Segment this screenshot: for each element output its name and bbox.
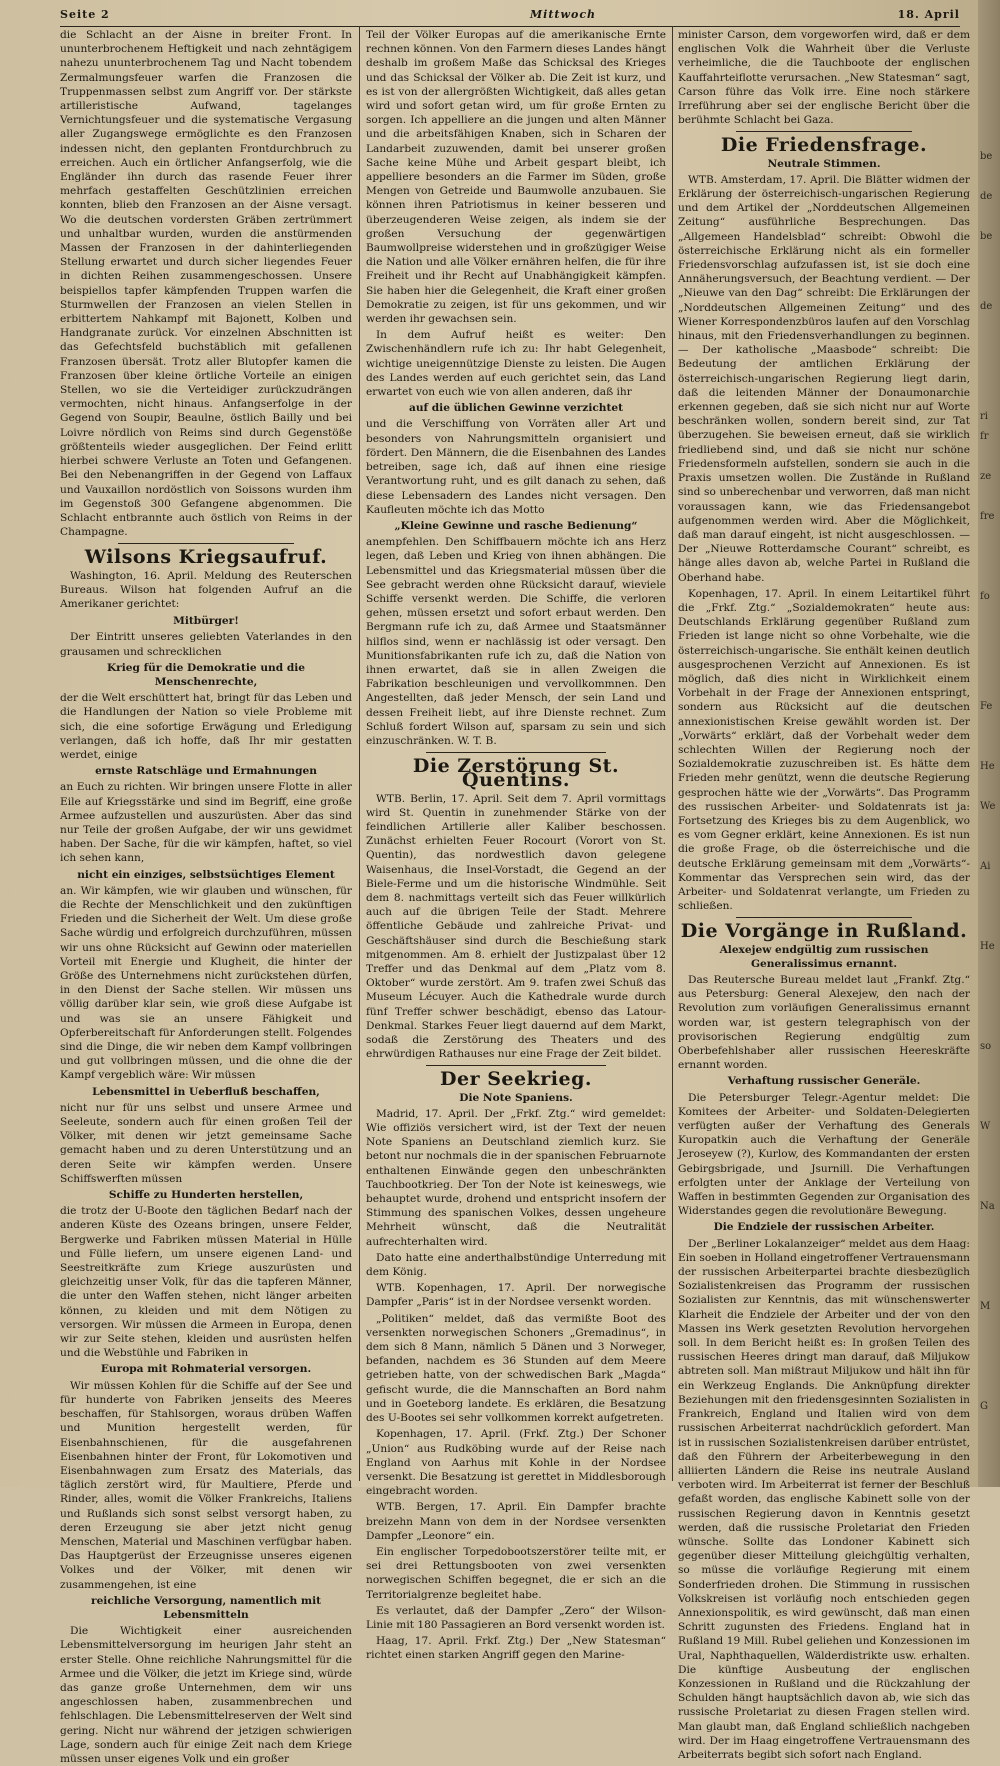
edge-fragment: ze bbox=[980, 471, 992, 482]
edge-fragment: be bbox=[980, 151, 993, 162]
divider bbox=[736, 917, 911, 918]
subheading: nicht ein einziges, selbstsüchtiges Element bbox=[77, 868, 335, 881]
article-paragraph: minister Carson, dem vorgeworfen wird, daß er dem englischen Volk die Wahrheit über die Verluste verheimliche, die die Tauchboote der englischen Kauffahrteiflotte verursachen. „New Statesman“ sagt, Carson führe das Volk irre. Eine noch stärkere Irreführung aber sei der englische Bericht über die berühmte Schlacht bei Gaza. bbox=[678, 29, 970, 127]
subheading: Die Note Spaniens. bbox=[459, 1091, 573, 1104]
article-paragraph: WTB. Bergen, 17. April. Ein Dampfer brachte breizehn Mann von dem in der Nordsee versenkten Dampfer „Leonore“ ein. bbox=[366, 1501, 666, 1542]
column-rule bbox=[359, 26, 360, 1481]
subheading: Europa mit Rohmaterial versorgen. bbox=[100, 1363, 312, 1376]
subheading: Schiffe zu Hunderten herstellen, bbox=[108, 1189, 304, 1202]
subheading: auf die üblichen Gewinne verzichtet bbox=[408, 402, 624, 415]
edge-fragment: Ai bbox=[980, 861, 991, 872]
article-paragraph: Es verlautet, daß der Dampfer „Zero“ der Wilson-Linie mit 180 Passagieren an Bord versenkt worden ist. bbox=[366, 1604, 666, 1631]
column-3 bbox=[678, 28, 970, 1761]
subheading: Lebensmittel in Ueberfluß beschaffen, bbox=[92, 1085, 320, 1098]
article-paragraph: Kopenhagen, 17. April. In einem Leitartikel führt die „Frkf. Ztg.“ „Sozialdemokraten“ heute aus: Deutschlands Erklärung gegenüber Rußland zum Frieden ist lange nicht so ohne Vorbehalte, wie die österreichisch-ungarische. Sie enthält keinen deutlich ausgesprochenen Verzicht auf Annexionen. Es ist möglich, daß dies nicht in Wirklichkeit einem Vorbehalt in der Frage der Annexionen entspringt, sondern aus Rücksicht auf die deutschen annexionistischen Kreise gewählt worden ist. Der „Vorwärts“ erklärt, daß der Vorbehalt weder dem schlechten Willen der Regierung noch der Sozialdemokratie zuzuschreiben ist. Es hätte dem Frieden mehr genützt, wenn die deutsche Regierung gesprochen hätte wie der „Vorwärts“. Das Programm des russischen Arbeiter- und Soldatenrats ist ja: Fortsetzung des Krieges bis zu dem Augenblick, wo es vom Gegner erklärt, keine Annexionen. Es ist nun die große Frage, ob die österreichische und die deutsche Erklärung gemeinsam mit dem „Vorwärts“-Kommentar das Versprechen sein wird, das der Arbeiter- und Soldatenrat verlangte, um Frieden zu schließen. bbox=[678, 587, 970, 913]
article-paragraph: Kopenhagen, 17. April. (Frkf. Ztg.) Der Schoner „Union“ aus Rudköbing wurde auf der Reise nach England von Aarhus mit Kohle in der Nordsee versenkt. Die Besatzung ist gerettet in Middlesborough eingebracht worden. bbox=[366, 1428, 666, 1498]
divider bbox=[736, 131, 911, 132]
article-paragraph: anempfehlen. Den Schiffbauern möchte ich ans Herz legen, daß Leben und Krieg von ihnen abhängen. Die Lebensmittel und das Kriegsmaterial müssen über die See gebracht werden ohne Rücksicht darauf, wieviele Schiffe versenkt werden. Die Schiffe, die verloren gehen, müssen ersetzt und sofort erbaut werden. Den Bergmann rufe ich zu, daß Armee und Staatsmänner hilflos sind, wenn er nachlässig ist oder versagt. Den Munitionsfabrikanten rufe ich zu, daß die Nation von ihnen erwartet, daß sie in allen Zweigen die Fabrikation beschleunigen und vervollkommnen. Den Angestellten, daß jeder Mensch, der sein Land und dessen Freiheit liebt, auf ihre Dienste rechnet. Zum Schluß fordert Wilson auf, sparsam zu sein und sich einzuschränken. W. T. B. bbox=[366, 536, 666, 747]
weekday: Mittwoch bbox=[530, 8, 597, 21]
column-rule bbox=[672, 26, 673, 1481]
edge-fragment: so bbox=[980, 1041, 992, 1052]
article-paragraph: und die Verschiffung von Vorräten aller Art und besonders von Nahrungsmitteln organisiert und fördert. Den Männern, die die Eisenbahnen des Landes betreiben, sage ich, daß auf ihnen eine riesige Verantwortung ruht, und es gilt danach zu sehen, daß diese Lebensadern des Landes nicht versagen. Den Kaufleuten möchte ich das Motto bbox=[366, 418, 666, 516]
edge-fragment: fr bbox=[980, 431, 989, 442]
article-paragraph: Dato hatte eine anderthalbstündige Unterredung mit dem König. bbox=[366, 1251, 666, 1279]
divider bbox=[426, 1065, 606, 1066]
edge-fragment: de bbox=[980, 191, 993, 202]
subheading: „Kleine Gewinne und rasche Bedienung“ bbox=[394, 519, 638, 532]
article-paragraph: WTB. Amsterdam, 17. April. Die Blätter widmen der Erklärung der österreichisch-ungarischen Regierung und dem Artikel der „Norddeutschen Allgemeinen Zeitung“ ausführliche Besprechungen. Das „Allgemeen Handelsblad“ schreibt: Obwohl die österreichische Erklärung nicht als ein formeller Friedensvorschlag aufzufassen ist, ist sie doch eine Annäherungsversuch, der Beachtung verdient. — Der „Nieuwe van den Dag“ schreibt: Die Erklärungen der „Norddeutschen Allgemeinen Zeitung“ und des Wiener Korrespondenzbüros laufen auf den Vorschlag hinaus, mit den Friedensverhandlungen zu beginnen. — Der katholische „Maasbode“ schreibt: Die Bedeutung der amtlichen Erklärung der österreichisch-ungarischen Regierung liegt darin, daß die leitenden Männer der Donaumonarchie erkennen gegeben, daß sie sich nicht nur auf Worte beschränken wollen, sondern bereit sind, zur Tat überzugehen. Sie beweisen erneut, daß sie wirklich friedliebend sind, und daß sie nicht nur schöne Friedensformeln aufstellen, sondern sie auch in die Praxis umsetzen wollen. Die Zustände in Rußland sind so unberechenbar und verworren, daß man nicht voraussagen kann, wie das Friedensangebot aufgenommen werden wird. Aber die Möglichkeit, daß man darauf eingeht, ist nicht ausgeschlossen. — Der „Nieuwe Rotterdamsche Courant“ schreibt, es hänge alles davon ab, welche Partei in Rußland die Oberhand habe. bbox=[678, 173, 970, 584]
edge-fragment: G bbox=[980, 1401, 988, 1412]
divider bbox=[118, 543, 293, 544]
edge-fragment: M bbox=[980, 1301, 991, 1312]
page-number: Seite 2 bbox=[60, 8, 110, 21]
divider bbox=[426, 752, 606, 753]
article-paragraph: Wir müssen Kohlen für die Schiffe auf der See und für hunderte von Fabriken jenseits des Meeres beschaffen, für Stahlsorgen, woraus drüben Waffen und Munition hergestellt werden, für Eisenbahnschienen, für die ausgefahrenen Eisenbahnen hinter der Front, für Lokomotiven und Eisenbahnwagen zum Ersatz des Materials, das täglich zerstört wird, für Maultiere, Pferde und Rinder, alles, womit die Völker Frankreichs, Italiens und Rußlands sich sonst selbst versorgt haben, zu deren Erzeugung sie aber jetzt nicht genug Menschen, Material und Maschinen verfügbar haben. Das Hauptgerüst der Erzeugnisse unseres eigenen Volkes und der Völker, mit denen wir zusammengehen, ist eine bbox=[60, 1379, 352, 1591]
article-paragraph: In dem Aufruf heißt es weiter: Den Zwischenhändlern rufe ich zu: Ihr habt Gelegenheit, wichtige uneigennützige Dienste zu leisten. Die Augen des Landes werden auf euch gerichtet sein, das Land erwartet von euch wie von allen anderen, daß ihr bbox=[366, 329, 666, 399]
article-paragraph: die trotz der U-Boote den täglichen Bedarf nach der anderen Küste des Ozeans bringen, unsere Felder, Bergwerke und Fabriken müssen Material in Hülle und Fülle liefern, um unsere eigenen Land- und Seestreitkräfte zum Kriege auszurüsten und gleichzeitig unser Volk, für das die tapferen Männer, die unter den Waffen stehen, nicht länger arbeiten können, zu kleiden und mit dem Nötigen zu versorgen. Wir müssen die Armeen in Europa, denen wir zur Seite stehen, kleiden und ausrüsten helfen und die Webstühle und Fabriken in bbox=[60, 1205, 352, 1360]
edge-fragment: de bbox=[980, 301, 993, 312]
article-paragraph: an. Wir kämpfen, wie wir glauben und wünschen, für die Rechte der Menschlichkeit und den zukünftigen Frieden und die Sicherheit der Welt. Um diese große Sache würdig und erfolgreich durchzuführen, müssen wir uns ohne Rücksicht auf Gewinn oder materiellen Vorteil mit Energie und Klugheit, die hinter der Größe des Unternehmens nicht zurückstehen dürfen, in den Dienst der Sache stellen. Wir müssen uns völlig darüber klar sein, wie groß diese Aufgabe ist und was sie an unsere Fähigkeit und Opferbereitschaft für Anforderungen stellt. Folgendes sind die Dinge, die wir neben dem Kampf vollbringen und gut vollbringen müssen, und die ohne die der Kampf vergeblich wäre: Wir müssen bbox=[60, 884, 352, 1082]
edge-fragment: be bbox=[980, 231, 993, 242]
article-paragraph: WTB. Kopenhagen, 17. April. Der norwegische Dampfer „Paris“ ist in der Nordsee versenkt worden. bbox=[366, 1282, 666, 1309]
issue-date: 18. April bbox=[897, 8, 960, 21]
article-paragraph: Ein englischer Torpedobootszerstörer teilte mit, er sei drei Rettungsbooten von zwei versenkten norwegischen Schiffen begegnet, die er sich an die Territorialgrenze begleitet habe. bbox=[366, 1545, 666, 1601]
article-paragraph: Washington, 16. April. Meldung des Reuterschen Bureaus. Wilson hat folgenden Aufruf an die Amerikaner gerichtet: bbox=[60, 569, 352, 610]
edge-fragment: He bbox=[980, 941, 995, 952]
article-paragraph: Der „Berliner Lokalanzeiger“ meldet aus dem Haag: Ein soeben in Holland eingetroffener Vertrauensmann der russischen Arbeiterpartei brachte diesbezüglich Sozialistenkreisen das Programm der russischen Sozialisten zur Kenntnis, das mit wünschenswerter Klarheit die Endziele der Arbeiter und der von den Massen ins Werk gesetzten Revolution hervorgehen soll. In dem Bericht heißt es: In großen Teilen des russischen Heeres dringt man darauf, daß Miljukow abtreten soll. Man mißtraut Miljukow und hält ihn für ein Werkzeug Englands. Die Anknüpfung direkter Beziehungen mit den friedensgesinnten Sozialisten in Frankreich, England und Italien wird von dem russischen Arbeiterrat nachdrücklich gefordert. Man ist in russischen Sozialistenkreisen darüber entrüstet, daß den Führern der Arbeiterbewegung in den alliierten Ländern die Reise ins neutrale Ausland verboten wird. Im Arbeiterrat ist ferner der Beschluß gefaßt worden, das englische Kabinett solle von der russischen Regierung davon in Kenntnis gesetzt werden, daß die russische Proletariat den Frieden wünsche. Sollte das Londoner Kabinett sich gegenüber dieser Mitteilung gleichgültig verhalten, so müsse die vorläufige Regierung mit einem Sonderfrieden drohen. Die Stimmung in russischen Volkskreisen ist vorläufig noch entschieden gegen Annexionspolitik, es wird gewünscht, daß man einen Schritt zugunsten des Friedens. England hat in Rußland 19 Mill. Rubel geliehen und Konzessionen im Ural, Naphthaquellen, Wälderdistrikte usw. erhalten. Die künftige Ausbeutung der englischen Konzessionen in Rußland und die Rückzahlung der Schulden hängt hauptsächlich davon ab, wie sich das russische Proletariat zu diesen Fragen stellen wird. Man glaubt man, daß England schließlich nachgeben wird. Der im Haag eingetroffene Vertrauensmann des Arbeiterrats begibt sich sofort nach England. bbox=[678, 1237, 970, 1761]
column-2 bbox=[366, 28, 666, 1662]
article-paragraph: WTB. Berlin, 17. April. Seit dem 7. April vormittags wird St. Quentin in zunehmender Stärke von der feindlichen Artillerie aller Kaliber beschossen. Zunächst erhielten Feuer Rocourt (Vorort von St. Quentin), das nordwestlich davon gelegene Waisenhaus, die Insel-Vorstadt, die Gegend an der Biele-Ferme und um die historische Windmühle. Seit dem 8. nachmittags verteilt sich das Feuer willkürlich auch auf die übrigen Teile der Stadt. Mehrere öffentliche Gebäude und zahlreiche Privat- und Geschäftshäuser sind durch die Beschießung stark mitgenommen. Am 8. erhielt der Justizpalast über 12 Treffer und das Denkmal auf dem „Platz vom 8. Oktober“ wurde zerstört. Am 9. trafen zwei Schuß das Museum Lécuyer. Auch die Kathedrale wurde durch fünf Treffer schwer beschädigt, ebenso das Latour-Denkmal. Starkes Feuer liegt dauernd auf dem Markt, sodaß die Zerstörung des Theaters und des ehrwürdigen Rathauses nur eine Frage der Zeit bildet. bbox=[366, 792, 666, 1061]
edge-fragment: fo bbox=[980, 591, 990, 602]
subheading: Mitbürger! bbox=[173, 615, 239, 628]
article-title: Wilsons Kriegsaufruf. bbox=[84, 546, 328, 569]
subheading: Alexejew endgültig zum russischen Generalissimus ernannt. bbox=[719, 943, 929, 970]
edge-fragment: We bbox=[980, 801, 996, 812]
edge-fragment: fre bbox=[980, 511, 995, 522]
article-paragraph: Der Eintritt unseres geliebten Vaterlandes in den grausamen und schrecklichen bbox=[60, 631, 352, 658]
article-paragraph: Die Wichtigkeit einer ausreichenden Lebensmittelversorgung im heurigen Jahr steht an erster Stelle. Ohne reichliche Nahrungsmittel für die Armee und die Völker, die jetzt im Kriege sind, würde das ganze große Unternehmen, dem wir uns angeschlossen haben, zusammenbrechen und fehlschlagen. Die Lebensmittelreserven der Welt sind gering. Nicht nur während der jetzigen schwierigen Lage, sondern auch für einige Zeit nach dem Kriege müssen unser eigenes Volk und ein großer bbox=[60, 1625, 352, 1765]
article-paragraph: der die Welt erschüttert hat, bringt für das Leben und die Handlungen der Nation so viele Probleme mit sich, die eine sofortige Erwägung und Erledigung verlangen, daß ich hoffe, daß Ihr mir gestatten werdet, einige bbox=[60, 692, 352, 761]
article-paragraph: Madrid, 17. April. Der „Frkf. Ztg.“ wird gemeldet: Wie offiziös versichert wird, ist der Text der neuen Note Spaniens an Deutschland ziemlich kurz. Sie betont nur nochmals die in der spanischen Februarnote enthaltenen Einwände gegen den unbeschränkten Tauchbootkrieg. Der Ton der Note ist keineswegs, wie behauptet wurde, drohend und entspricht insofern der Stimmung des spanischen Volkes, dessen ungeheure Mehrheit wünscht, daß die Neutralität aufrechterhalten wird. bbox=[366, 1107, 666, 1248]
subheading: Neutrale Stimmen. bbox=[767, 157, 881, 170]
article-paragraph: Das Reutersche Bureau meldet laut „Frankf. Ztg.“ aus Petersburg: General Alexejew, den nach der Revolution zum vorläufigen Generalissimus ernannt worden war, ist gestern telegraphisch von der provisorischen Regierung endgültig zum Oberbefehlshaber aller russischen Heereskräfte ernannt worden. bbox=[678, 974, 970, 1072]
article-title: Die Vorgänge in Rußland. bbox=[680, 920, 968, 943]
page-header bbox=[60, 4, 960, 27]
article-paragraph: die Schlacht an der Aisne in breiter Front. In ununterbrochenem Heftigkeit und nach zehntägigem nahezu ununterbrochenem Tag und Nacht tobendem Zermalmungsfeuer warfen die Franzosen die Truppenmassen selbst zum Angriff vor. Der stärkste artilleristische Aufwand, tagelanges Vernichtungsfeuer und die systematische Vergasung aller Zugangswege ermöglichte es den Franzosen indessen nicht, den geplanten Frontdurchbruch zu erreichen. Auch ein örtlicher Anfangserfolg, wie die Engländer ihn durch das rasende Feuer ihrer mehrfach gestaffelten Geschützlinien erreichen konnten, blieb den Franzosen an der Aisne versagt. Wo die deutschen vordersten Gräben zertrümmert und unhaltbar wurden, wurden die anstürmenden Massen der Franzosen in der dahinterliegenden Stellung erwartet und durch sicher liegendes Feuer in dichten Reihen zusammengeschossen. Unsere beispiellos tapfer kämpfenden Truppen warfen die Sturmwellen der Franzosen an vielen Stellen in erbittertem Nahkampf mit Bajonett, Kolben und Handgranate zurück. Vor einzelnen Abschnitten ist das Gefechtsfeld buchstäblich mit gefallenen Franzosen übersät. Trotz aller Blutopfer kamen die Franzosen über kleine örtliche Vorteile an einigen Stellen, wo sie die Verteidiger zurückzudrängen vermochten, nicht hinaus. Anfangserfolge in der Gegend von Soupir, Beaulne, östlich Bailly und bei Loivre nördlich von Reims sind durch Gegenstöße größtenteils wieder ausgeglichen. Der Feind erlitt hierbei schwere Verluste an Toten und Gefangenen. Bei den Nebenangriffen in der Gegend von Laffaux und Vauxaillon nordöstlich von Soissons wurden ihm im Gegenstoß 300 Gefangene abgenommen. Die Schlacht entbrannte auch östlich von Reims in der Champagne. bbox=[60, 29, 352, 539]
article-title: Die Friedensfrage. bbox=[720, 134, 928, 157]
subheading: reichliche Versorgung, namentlich mit Lebensmitteln bbox=[90, 1594, 322, 1621]
column-1 bbox=[60, 28, 352, 1765]
article-paragraph: nicht nur für uns selbst und unsere Armee und Seeleute, sondern auch für einen großen Teil der Völker, mit denen wir jetzt gemeinsame Sache gemacht haben und zu deren Unterstützung und an deren Seite wir kämpfen werden. Unsere Schiffswerften müssen bbox=[60, 1101, 352, 1185]
subheading: ernste Ratschläge und Ermahnungen bbox=[95, 765, 317, 778]
article-paragraph: „Politiken“ meldet, daß das vermißte Boot des versenkten norwegischen Schoners „Gremadinus“, in dem sich 8 Mann, nämlich 5 Dänen und 3 Norweger, befanden, nachdem es 36 Stunden auf dem Meere getrieben hatte, von der schwedischen Bark „Magda“ gefischt wurde, die die Mannschaften an Bord nahm und in Goeteborg landete. Es erklären, die Besatzung des U-Bootes sei sehr vollkommen korrekt aufgetreten. bbox=[366, 1312, 666, 1425]
edge-fragment: ri bbox=[980, 411, 988, 422]
subheading: Die Endziele der russischen Arbeiter. bbox=[713, 1221, 935, 1234]
adjacent-page-edge bbox=[978, 0, 1000, 1487]
article-paragraph: Teil der Völker Europas auf die amerikanische Ernte rechnen können. Von den Farmern dieses Landes hängt deshalb im großem Maße das Schicksal des Krieges und das Schicksal der Völker ab. Die Zeit ist kurz, und es ist von der allergrößten Wichtigkeit, daß alles getan wird und sofort getan wird, um für große Ernten zu sorgen. Ich appelliere an die jungen und alten Männer und die arbeitsfähigen Knaben, sich in Scharen der Landarbeit zuzuwenden, damit bei unserer großen Sache keine Mühe und Arbeit gespart bleibt, ich appelliere besonders an die Farmer im Süden, große Mengen von Getreide und Baumwolle anzubauen. Sie können ihren Patriotismus in keiner besseren und überzeugenderen Weise zeigen, als indem sie der großen Versuchung der gegenwärtigen Baumwollpreise widerstehen und in großzügiger Weise die Nation und alle Völker ernähren helfen, die für ihre Freiheit und ihr Recht auf Unabhängigkeit kämpfen. Sie haben hier die Gelegenheit, die Kraft einer großen Demokratie zu zeigen, ist für uns gekommen, und wir werden ihr gewachsen sein. bbox=[366, 29, 666, 326]
edge-fragment: Na bbox=[980, 1201, 995, 1212]
article-paragraph: Haag, 17. April. Frkf. Ztg.) Der „New Statesman“ richtet einen starken Angriff gegen den Marine- bbox=[366, 1635, 666, 1662]
subheading: Verhaftung russischer Generäle. bbox=[727, 1075, 921, 1088]
subheading: Krieg für die Demokratie und die Menschenrechte, bbox=[106, 661, 306, 688]
article-paragraph: an Euch zu richten. Wir bringen unsere Flotte in aller Eile auf Kriegsstärke und sind im Begriff, eine große Armee aufzustellen und auszurüsten. Aber das sind nur Teile der großen Aufgabe, der wir uns gewidmet haben. Der Sache, für die wir kämpfen, haftet, so viel ich sehen kann, bbox=[60, 781, 352, 865]
edge-fragment: Fe bbox=[980, 701, 993, 712]
article-paragraph: Die Petersburger Telegr.-Agentur meldet: Die Komitees der Arbeiter- und Soldaten-Delegierten verfügten außer der Verhaftung des Generals Kuropatkin auch die Verhaftung der Generäle Jeroseyew (?), Kurlow, des Kommandanten der ersten Gebirgsbrigade, und Jsurnill. Die Verhaftungen erfolgten unter der Anklage der Verteilung von Waffen in bestimmten Gegenden zur Organisation des Widerstandes gegen die revolutionäre Bewegung. bbox=[678, 1091, 970, 1218]
article-title: Die Zerstörung St. Quentins. bbox=[412, 755, 620, 792]
edge-fragment: He bbox=[980, 761, 995, 772]
edge-fragment: W bbox=[980, 1121, 991, 1132]
article-title: Der Seekrieg. bbox=[440, 1068, 592, 1091]
